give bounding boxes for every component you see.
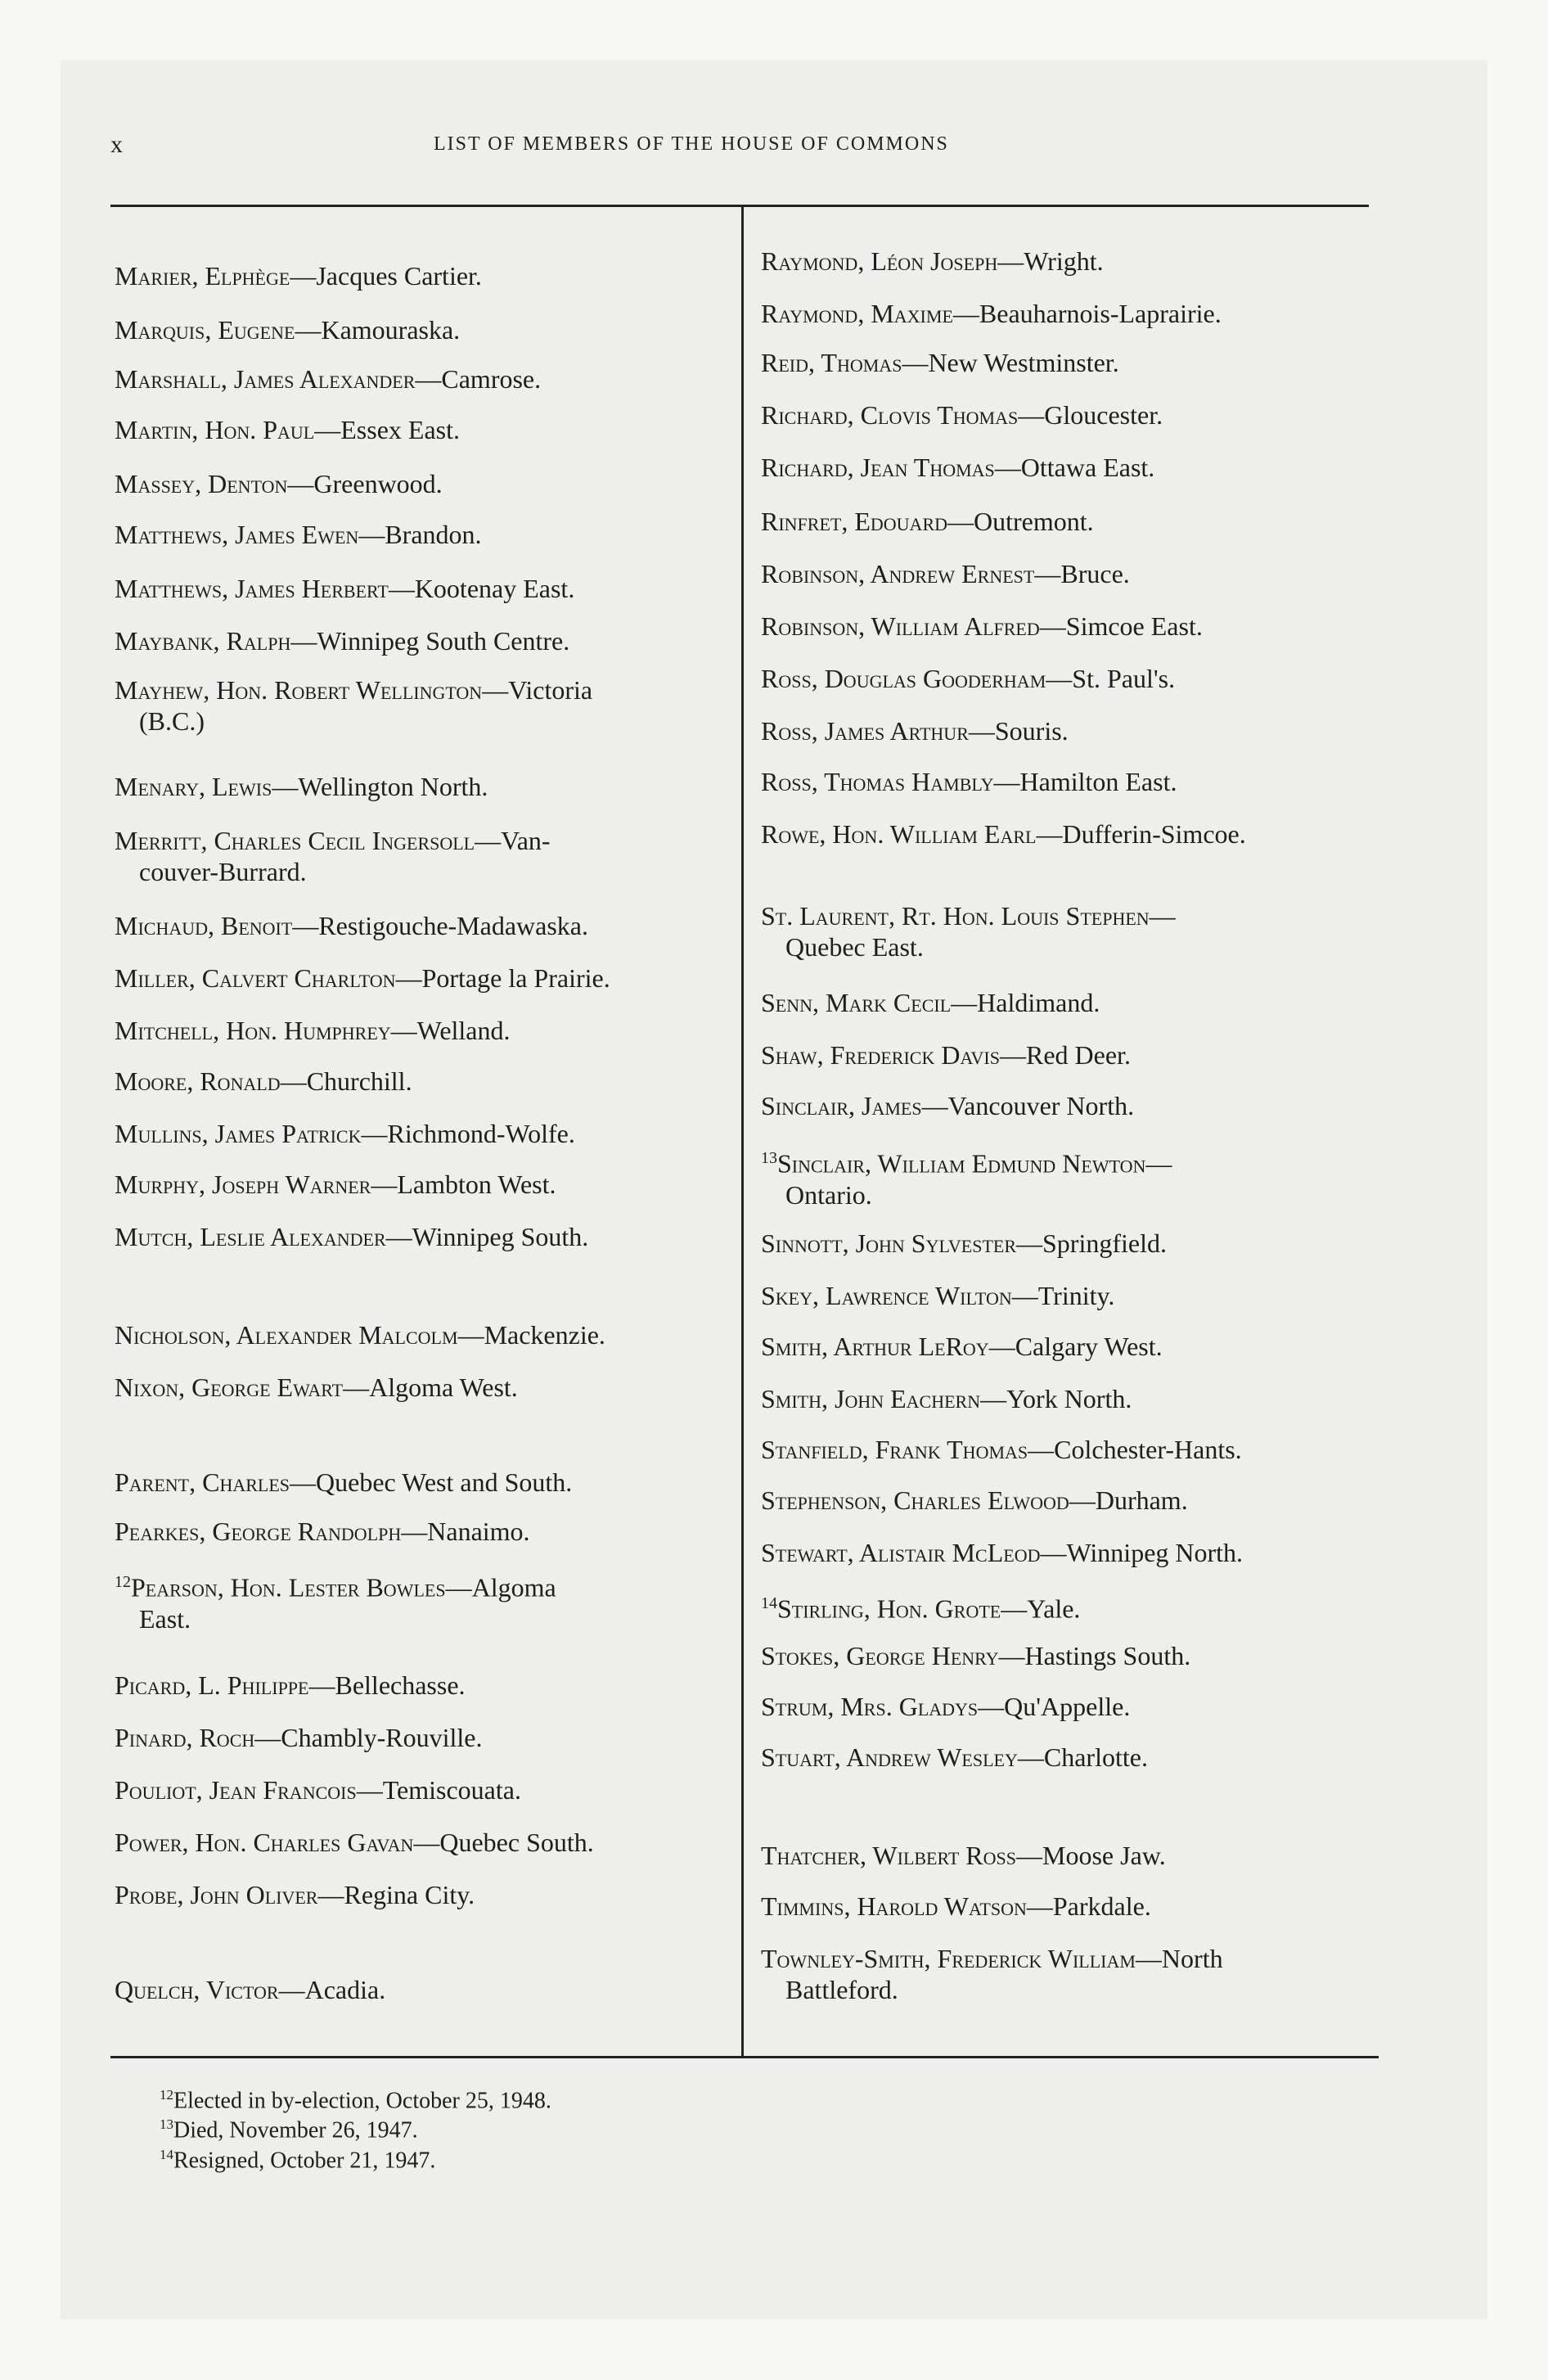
constituency: —Trinity. <box>1011 1281 1115 1310</box>
member-name: Rinfret, Edouard <box>761 507 948 536</box>
member-line <box>115 363 541 394</box>
member-entry <box>115 910 588 941</box>
member-entry <box>761 1537 1243 1568</box>
member-name: Pearkes, George Randolph <box>115 1517 402 1546</box>
member-line <box>761 900 1176 931</box>
constituency-continued: couver-Burrard. <box>139 857 307 886</box>
constituency: —Mackenzie. <box>457 1320 605 1350</box>
member-line <box>115 910 588 941</box>
member-name: Pearson, Hon. Lester Bowles <box>131 1572 446 1602</box>
member-line <box>761 1840 1166 1871</box>
member-entry <box>761 1280 1114 1311</box>
constituency: —Wright. <box>997 246 1104 276</box>
member-name: Rowe, Hon. William Earl <box>761 819 1037 849</box>
constituency: —Portage la Prairie. <box>395 963 610 993</box>
member-entry <box>115 1670 466 1701</box>
footnote: $^{13}$Died, November 26, 1947. <box>160 2116 418 2143</box>
member-line <box>761 506 1094 537</box>
member-line <box>115 1722 482 1753</box>
member-entry <box>115 1015 511 1046</box>
constituency: —Hastings South. <box>998 1641 1191 1670</box>
member-line <box>761 558 1130 589</box>
constituency: —Bruce. <box>1034 559 1130 588</box>
constituency: —Simcoe East. <box>1039 611 1203 641</box>
member-entry <box>761 1840 1166 1871</box>
member-line <box>761 1228 1167 1259</box>
constituency: — <box>1149 901 1176 931</box>
member-line <box>761 399 1163 430</box>
member-entry <box>115 314 460 345</box>
member-entry <box>761 298 1222 329</box>
member-name: Pinard, Roch <box>115 1723 255 1752</box>
member-name: Mutch, Leslie Alexander <box>115 1222 386 1251</box>
member-entry <box>761 1640 1190 1671</box>
member-entry <box>115 1566 556 1634</box>
member-line <box>761 818 1246 850</box>
constituency: —Charlotte. <box>1017 1742 1148 1772</box>
member-entry <box>115 625 569 656</box>
member-name: Marier, Elphège <box>115 261 290 291</box>
member-name: Stirling, Hon. Grote <box>777 1593 1001 1624</box>
constituency: —Parkdale. <box>1026 1891 1151 1921</box>
member-name: Stokes, George Henry <box>761 1641 999 1670</box>
member-entry <box>761 1434 1242 1465</box>
member-line <box>115 1827 594 1858</box>
member-entry <box>761 1143 1172 1210</box>
member-name: Picard, L. Philippe <box>115 1670 309 1700</box>
member-entry <box>761 399 1163 430</box>
member-line <box>761 766 1177 797</box>
member-line <box>761 1280 1114 1311</box>
constituency: —Nanaimo. <box>401 1517 530 1546</box>
member-entry <box>115 260 482 291</box>
member-name: Timmins, Harold Watson <box>761 1891 1027 1921</box>
member-entry <box>115 1879 475 1910</box>
constituency: —Yale. <box>1001 1593 1081 1624</box>
constituency: —Algoma <box>445 1572 556 1602</box>
member-name: Stanfield, Frank Thomas <box>761 1435 1028 1464</box>
member-entry <box>115 1221 588 1252</box>
constituency: —Springfield. <box>1016 1228 1167 1258</box>
member-entry <box>761 1742 1148 1773</box>
constituency: —St. Paul's. <box>1046 664 1176 693</box>
member-name: Mullins, James Patrick <box>115 1119 362 1148</box>
constituency: —Jacques Cartier. <box>290 261 482 291</box>
member-line <box>115 674 592 705</box>
member-name: Sinclair, James <box>761 1091 922 1120</box>
member-line <box>761 611 1203 642</box>
constituency: —Essex East. <box>314 415 460 444</box>
member-name: Richard, Clovis Thomas <box>761 400 1019 430</box>
member-entry <box>761 558 1130 589</box>
member-entry <box>761 1891 1151 1922</box>
member-entry <box>761 766 1177 797</box>
member-name: Nixon, George Ewart <box>115 1373 344 1402</box>
member-entry <box>761 1228 1167 1259</box>
constituency: —York North. <box>980 1384 1132 1413</box>
member-entry <box>761 1485 1188 1516</box>
constituency: —Souris. <box>968 716 1069 746</box>
column-divider <box>741 206 744 2056</box>
member-name: Stewart, Alistair McLeod <box>761 1538 1041 1567</box>
member-line <box>115 1974 385 2005</box>
member-name: Thatcher, Wilbert Ross <box>761 1841 1016 1870</box>
member-entry <box>761 1691 1130 1722</box>
constituency: —Winnipeg South. <box>385 1222 589 1251</box>
footnotes <box>160 2083 551 2172</box>
constituency: —Restigouche-Madawaska. <box>292 911 588 940</box>
constituency: —Kootenay East. <box>388 574 575 603</box>
member-line <box>115 468 443 499</box>
member-entry <box>115 363 541 394</box>
constituency: —Camrose. <box>415 364 542 394</box>
member-line <box>761 1537 1243 1568</box>
member-line <box>115 771 488 802</box>
member-name: Strum, Mrs. Gladys <box>761 1692 979 1721</box>
member-name: Merritt, Charles Cecil Ingersoll <box>115 826 475 855</box>
constituency: —Beauharnois-Laprairie. <box>952 299 1222 328</box>
top-rule <box>110 205 1369 207</box>
member-line <box>115 1319 605 1350</box>
member-entry <box>761 1943 1223 2005</box>
member-line <box>115 573 574 604</box>
member-entry <box>115 771 488 802</box>
member-entry <box>115 1827 594 1858</box>
member-line <box>115 1879 475 1910</box>
member-name: Stuart, Andrew Wesley <box>761 1742 1018 1772</box>
constituency: —Wellington North. <box>272 772 488 801</box>
member-line <box>115 1169 556 1200</box>
member-line <box>115 1467 572 1498</box>
member-line <box>115 1566 556 1603</box>
member-name: Robinson, William Alfred <box>761 611 1040 641</box>
member-line <box>115 1118 575 1149</box>
member-name: Maybank, Ralph <box>115 626 291 656</box>
member-name: Ross, James Arthur <box>761 716 969 746</box>
member-name: Shaw, Frederick Davis <box>761 1040 1000 1070</box>
member-entry <box>115 1169 556 1200</box>
member-entry <box>115 414 460 445</box>
member-name: Skey, Lawrence Wilton <box>761 1281 1012 1310</box>
member-name: Richard, Jean Thomas <box>761 453 995 482</box>
member-entry <box>761 1588 1080 1625</box>
member-entry <box>115 573 574 604</box>
member-name: Senn, Mark Cecil <box>761 988 952 1017</box>
member-line <box>115 1221 588 1252</box>
constituency: —Regina City. <box>317 1880 475 1909</box>
member-entry <box>761 715 1069 746</box>
member-name: Moore, Ronald <box>115 1066 281 1096</box>
constituency: — <box>1145 1148 1172 1179</box>
footnote-mark: 14 <box>761 1594 777 1612</box>
member-name: Miller, Calvert Charlton <box>115 963 396 993</box>
constituency: —Greenwood. <box>287 469 443 498</box>
member-entry <box>115 519 482 550</box>
constituency: —Van- <box>475 826 551 855</box>
constituency: —Vancouver North. <box>921 1091 1135 1120</box>
constituency-continued: Quebec East. <box>785 932 924 962</box>
member-name: Pouliot, Jean Francois <box>115 1775 357 1805</box>
member-line <box>115 1066 412 1097</box>
member-line <box>761 663 1175 694</box>
constituency: —Algoma West. <box>343 1373 518 1402</box>
member-line <box>761 1588 1080 1625</box>
constituency: —Welland. <box>390 1016 511 1045</box>
constituency: —Durham. <box>1069 1485 1188 1515</box>
member-entry <box>115 1066 412 1097</box>
member-entry <box>115 1974 385 2005</box>
member-entry <box>115 1774 521 1805</box>
member-entry <box>761 987 1100 1018</box>
footnote-mark: 12 <box>115 1573 131 1591</box>
member-entry <box>761 347 1119 378</box>
member-name: Massey, Denton <box>115 469 288 498</box>
member-name: Michaud, Benoit <box>115 911 293 940</box>
member-name: Matthews, James Herbert <box>115 574 389 603</box>
constituency: —Churchill. <box>280 1066 412 1096</box>
constituency: —Quebec South. <box>413 1828 594 1857</box>
member-name: Stephenson, Charles Elwood <box>761 1485 1069 1515</box>
member-name: Ross, Thomas Hambly <box>761 767 994 796</box>
constituency: —Qu'Appelle. <box>978 1692 1131 1721</box>
member-entry <box>761 452 1154 483</box>
member-entry <box>761 1039 1131 1071</box>
member-line <box>761 1039 1131 1071</box>
member-name: Townley-Smith, Frederick William <box>761 1944 1136 1973</box>
member-line <box>761 1640 1190 1671</box>
constituency: —Chambly-Rouville. <box>254 1723 483 1752</box>
constituency: —Quebec West and South. <box>290 1467 573 1497</box>
constituency-continued: Ontario. <box>785 1179 872 1210</box>
member-entry <box>761 611 1203 642</box>
member-name: Menary, Lewis <box>115 772 272 801</box>
member-line <box>761 987 1100 1018</box>
running-head: LIST OF MEMBERS OF THE HOUSE OF COMMONS <box>434 133 949 155</box>
constituency: —Hamilton East. <box>993 767 1177 796</box>
constituency: —Outremont. <box>947 507 1094 536</box>
member-line <box>761 1691 1130 1722</box>
constituency: —Calgary West. <box>988 1332 1163 1361</box>
member-name: Matthews, James Ewen <box>115 520 359 549</box>
member-entry <box>115 825 551 887</box>
member-name: Quelch, Victor <box>115 1975 279 2004</box>
member-entry <box>115 962 610 994</box>
member-line <box>761 246 1104 277</box>
member-name: Robinson, Andrew Ernest <box>761 559 1035 588</box>
constituency: —Winnipeg South Centre. <box>290 626 570 656</box>
constituency: —New Westminster. <box>902 348 1119 377</box>
member-line <box>115 1372 518 1403</box>
member-name: St. Laurent, Rt. Hon. Louis Stephen <box>761 901 1150 931</box>
constituency: —North <box>1135 1944 1223 1973</box>
member-entry <box>115 674 592 737</box>
member-name: Parent, Charles <box>115 1467 290 1497</box>
member-line <box>115 1774 521 1805</box>
constituency: —Bellechasse. <box>308 1670 466 1700</box>
constituency: —Victoria <box>482 675 593 705</box>
member-line <box>761 1090 1134 1121</box>
member-entry <box>761 246 1104 277</box>
member-line <box>761 1383 1132 1414</box>
member-line <box>761 347 1119 378</box>
constituency: —Lambton West. <box>371 1170 556 1199</box>
member-entry <box>115 1467 572 1498</box>
member-name: Marshall, James Alexander <box>115 364 416 394</box>
member-line <box>115 825 551 856</box>
footnote: $^{14}$Resigned, October 21, 1947. <box>160 2146 436 2173</box>
member-entry <box>115 1722 482 1753</box>
member-entry <box>761 663 1175 694</box>
member-line <box>761 1143 1172 1179</box>
constituency-continued: Battleford. <box>785 1975 898 2004</box>
constituency: —Brandon. <box>358 520 482 549</box>
member-entry <box>761 818 1246 850</box>
member-name: Sinnott, John Sylvester <box>761 1228 1016 1258</box>
member-line <box>761 1891 1151 1922</box>
member-line <box>761 1331 1163 1362</box>
constituency: —Kamouraska. <box>295 315 461 345</box>
member-name: Marquis, Eugene <box>115 315 295 345</box>
member-line <box>761 1434 1242 1465</box>
member-name: Raymond, Maxime <box>761 299 953 328</box>
constituency-continued: East. <box>139 1603 191 1634</box>
member-name: Reid, Thomas <box>761 348 902 377</box>
member-entry <box>115 1516 530 1547</box>
member-name: Mayhew, Hon. Robert Wellington <box>115 675 483 705</box>
member-entry <box>761 506 1094 537</box>
member-line <box>761 1742 1148 1773</box>
member-line <box>115 314 460 345</box>
member-name: Raymond, Léon Joseph <box>761 246 998 276</box>
member-line <box>115 260 482 291</box>
footnote-mark: 13 <box>761 1149 777 1167</box>
member-entry <box>761 1383 1132 1414</box>
member-name: Mitchell, Hon. Humphrey <box>115 1016 391 1045</box>
member-line <box>115 1516 530 1547</box>
footnote: $^{12}$Elected in by-election, October 25, 1948. <box>160 2087 551 2114</box>
member-entry <box>761 1331 1163 1362</box>
constituency: —Ottawa East. <box>994 453 1155 482</box>
member-line <box>115 414 460 445</box>
member-line <box>115 1015 511 1046</box>
constituency: —Haldimand. <box>951 988 1100 1017</box>
constituency: —Winnipeg North. <box>1040 1538 1244 1567</box>
constituency: —Gloucester. <box>1018 400 1163 430</box>
member-entry <box>115 1319 605 1350</box>
member-name: Ross, Douglas Gooderham <box>761 664 1046 693</box>
bottom-rule <box>110 2056 1379 2058</box>
member-name: Power, Hon. Charles Gavan <box>115 1828 414 1857</box>
member-line <box>761 715 1069 746</box>
member-line <box>761 1943 1223 1974</box>
member-name: Nicholson, Alexander Malcolm <box>115 1320 458 1350</box>
member-entry <box>115 1118 575 1149</box>
member-entry <box>115 1372 518 1403</box>
page-number: x <box>110 131 124 158</box>
constituency: —Acadia. <box>278 1975 386 2004</box>
member-line <box>115 625 569 656</box>
constituency: —Colchester-Hants. <box>1028 1435 1242 1464</box>
member-line <box>115 962 610 994</box>
member-name: Smith, Arthur LeRoy <box>761 1332 989 1361</box>
constituency-continued: (B.C.) <box>139 706 205 736</box>
constituency: —Red Deer. <box>999 1040 1131 1070</box>
member-entry <box>761 1090 1134 1121</box>
member-line <box>115 519 482 550</box>
constituency: —Moose Jaw. <box>1016 1841 1166 1870</box>
member-line <box>761 298 1222 329</box>
member-line <box>115 1670 466 1701</box>
member-name: Sinclair, William Edmund Newton <box>777 1148 1146 1179</box>
member-name: Martin, Hon. Paul <box>115 415 315 444</box>
member-name: Probe, John Oliver <box>115 1880 318 1909</box>
member-name: Murphy, Joseph Warner <box>115 1170 371 1199</box>
member-entry <box>115 468 443 499</box>
member-line <box>761 452 1154 483</box>
constituency: —Temiscouata. <box>356 1775 521 1805</box>
member-name: Smith, John Eachern <box>761 1384 981 1413</box>
constituency: —Dufferin-Simcoe. <box>1036 819 1246 849</box>
constituency: —Richmond-Wolfe. <box>361 1119 575 1148</box>
member-line <box>761 1485 1188 1516</box>
member-entry <box>761 900 1176 962</box>
